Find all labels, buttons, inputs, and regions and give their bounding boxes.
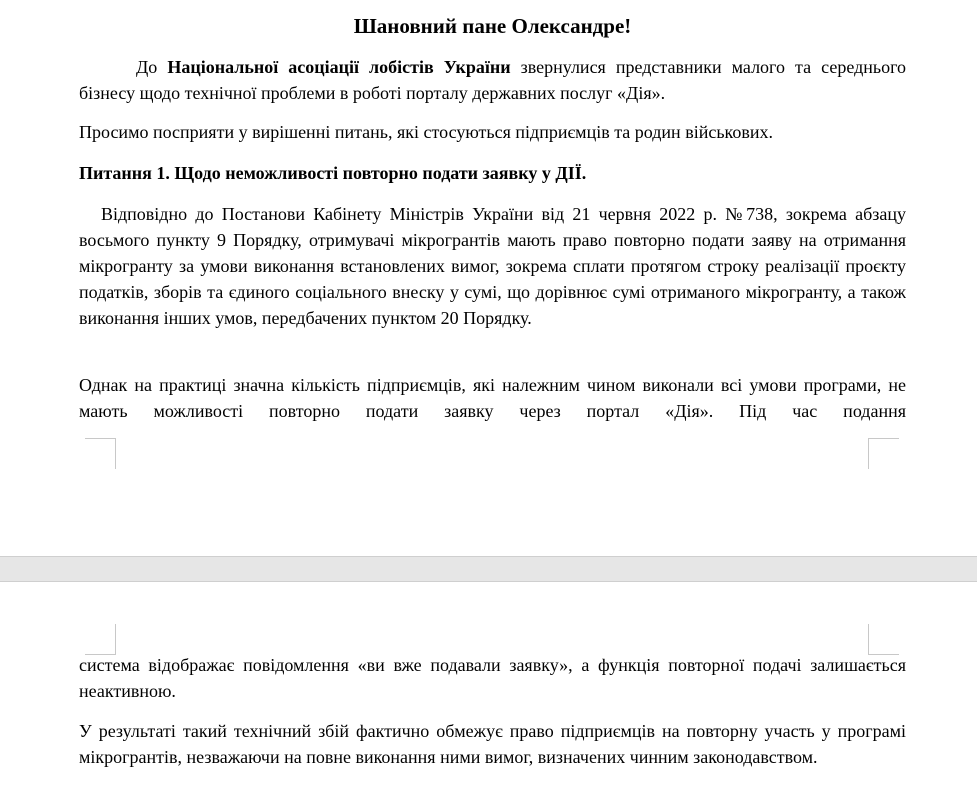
issue-1-heading: Питання 1. Щодо неможливості повторно подати заявку у ДІЇ. — [79, 163, 587, 183]
margin-mark-top-right — [868, 624, 899, 655]
paragraph-intro — [79, 54, 906, 106]
paragraph-system-message: система відображає повідомлення «ви вже подавали заявку», а функція повторної подачі залишається неактивною. — [79, 655, 906, 701]
paragraph-consequence: У результаті такий технічний збій фактично обмежує право підприємців на повторну участь у програмі мікрогрантів, незважаючи на повне виконання ними вимог, визначених чинним законодавством. — [79, 721, 906, 767]
paragraph-legal-basis: Відповідно до Постанови Кабінету Міністрів України від 21 червня 2022 р. №738, зокрема абзацу восьмого пункту 9 Порядку, отримувачі мікрогрантів мають право повторно подати заяву на отримання мікрогранту за умови виконання встановлених вимог, зокрема сплати протягом строку реалізації проєкту податків, зборів та єдиного соціального внеску у сумі, що дорівнює сумі отриманого мікрогранту, а також виконання інших умов, передбачених пунктом 20 Порядку. — [79, 204, 906, 328]
page-separator — [0, 556, 977, 582]
paragraph-request: Просимо посприяти у вирішенні питань, які стосуються підприємців та родин військових. — [79, 122, 773, 142]
document-page-2 — [0, 582, 977, 792]
margin-mark-bottom-left — [85, 438, 116, 469]
intro-rest: звернулися представники малого та середнього бізнесу щодо технічної проблеми в роботі порталу державних послуг «Дія». — [79, 57, 907, 103]
margin-mark-bottom-right — [868, 438, 899, 469]
margin-mark-top-left — [85, 624, 116, 655]
letter-salutation: Шановний пане Олександре! — [353, 14, 632, 38]
organization-name: Національної асоціації лобістів України — [167, 57, 511, 77]
intro-lead: До — [136, 57, 168, 77]
paragraph-practice: Однак на практиці значна кількість підприємців, які належним чином виконали всі умови програми, не мають можливості повторно подати заявку через портал «Дія». Під час подання — [79, 375, 906, 421]
